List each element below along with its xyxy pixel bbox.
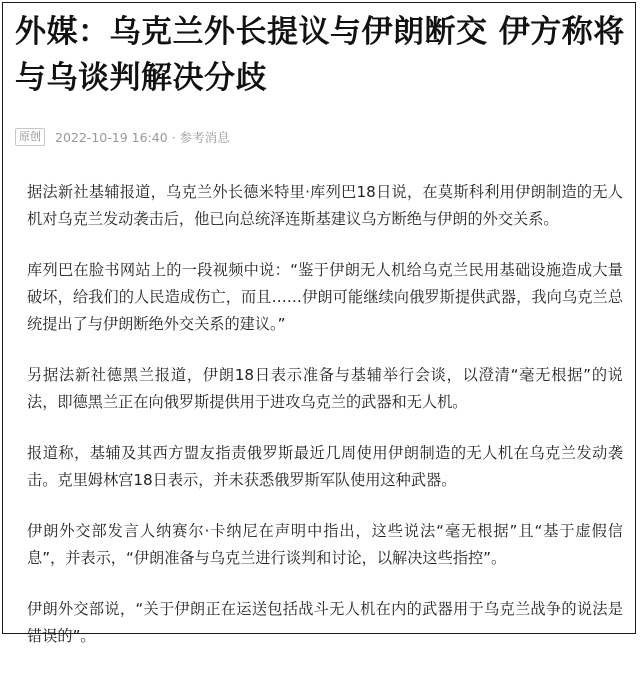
paragraph: 伊朗外交部说，“关于伊朗正在运送包括战斗无人机在内的武器用于乌克兰战争的说法是错误的”。 <box>27 600 623 645</box>
publish-time: 2022-10-19 16:40 <box>55 129 168 145</box>
original-badge: 原创 <box>15 128 45 146</box>
paragraph: 报道称，基辅及其西方盟友指责俄罗斯最近几周使用伊朗制造的无人机在乌克兰发动袭击。克里姆林宫18日表示，并未获悉俄罗斯军队使用这种武器。 <box>27 444 623 489</box>
paragraph: 另据法新社德黑兰报道，伊朗18日表示准备与基辅举行会谈，以澄清“毫无根据”的说法，即德黑兰正在向俄罗斯提供用于进攻乌克兰的武器和无人机。 <box>27 366 623 411</box>
paragraph: 据法新社基辅报道，乌克兰外长德米特里·库列巴18日说，在莫斯科利用伊朗制造的无人机对乌克兰发动袭击后，他已向总统泽连斯基建议乌方断绝与伊朗的外交关系。 <box>27 183 623 228</box>
source-name: 参考消息 <box>179 130 230 145</box>
article-title: 外媒：乌克兰外长提议与伊朗断交 伊方称将与乌谈判解决分歧 <box>15 14 625 96</box>
paragraph: 伊朗外交部发言人纳赛尔·卡纳尼在声明中指出，这些说法“毫无根据”且“基于虚假信息”，并表示，“伊朗准备与乌克兰进行谈判和讨论，以解决这些指控”。 <box>27 522 623 567</box>
meta-separator: · <box>171 129 176 145</box>
article-meta <box>15 127 230 147</box>
article-frame <box>2 2 636 645</box>
article-body <box>27 179 623 674</box>
paragraph: 库列巴在脸书网站上的一段视频中说：“鉴于伊朗无人机给乌克兰民用基础设施造成大量破坏，给我们的人民造成伤亡，而且……伊朗可能继续向俄罗斯提供武器，我向乌克兰总统提出了与伊朗断绝外交关系的建议。” <box>27 261 623 333</box>
